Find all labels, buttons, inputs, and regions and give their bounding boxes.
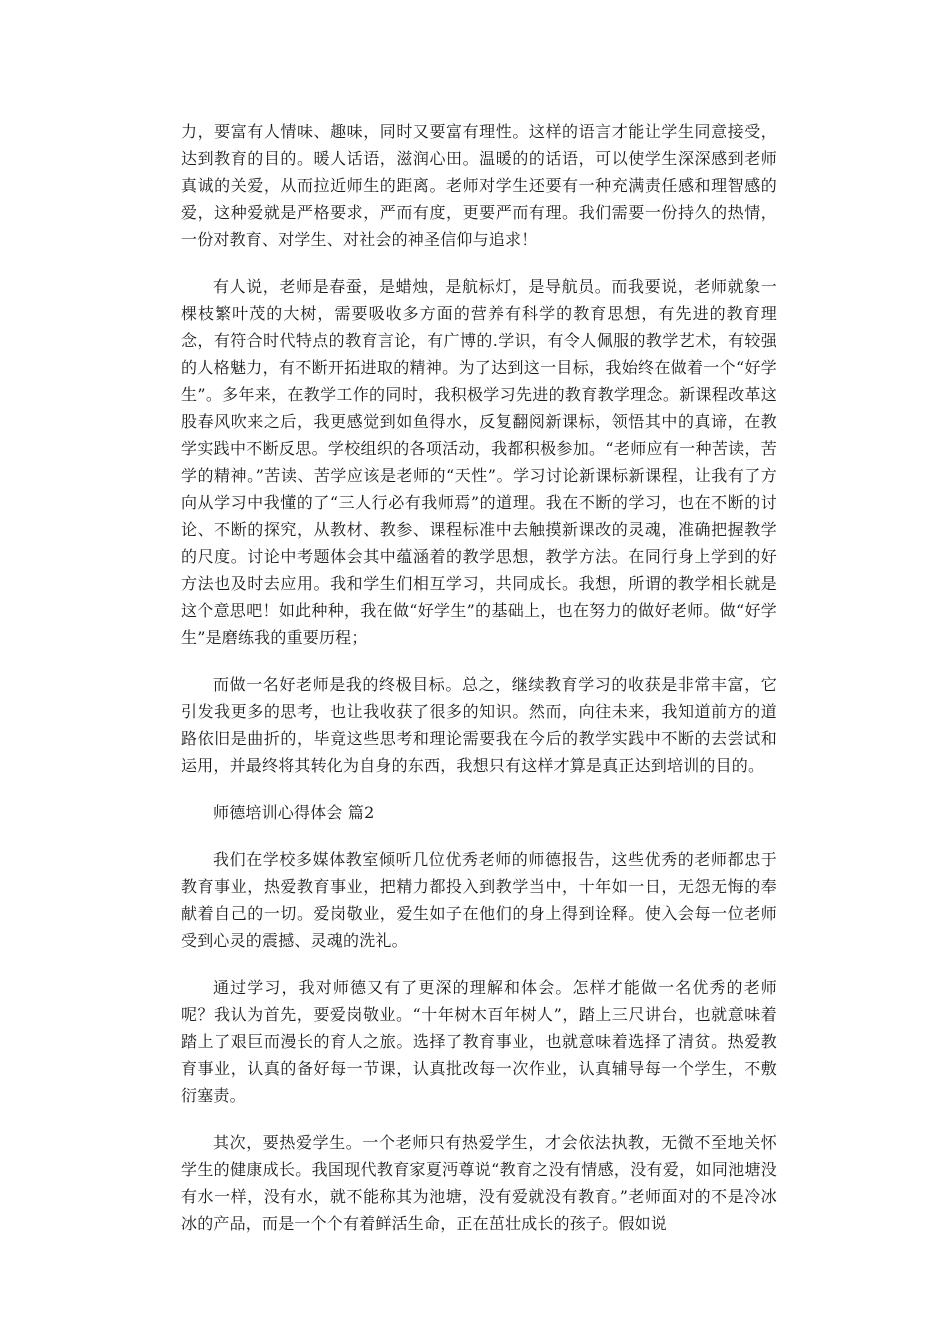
paragraph-3: 而做一名好老师是我的终极目标。总之，继续教育学习的收获是非常丰富，它引发我更多的思考，也让我收获了很多的知识。然而，向往未来，我知道前方的道路依旧是曲折的，毕竟这些思考和理论需要我在今后的教学实践中不断的去尝试和运用，并最终将其转化为自身的东西，我想只有这样才算是真正达到培训的目的。: [181, 675, 777, 775]
paragraph-4: 我们在学校多媒体教室倾听几位优秀老师的师德报告，这些优秀的老师都忠于教育事业，热爱教育事业，把精力都投入到教学当中，十年如一日，无怨无悔的奉献着自己的一切。爱岗敬业，爱生如子在他们的身上得到诠释。使入会每一位老师受到心灵的震撼、灵魂的洗礼。: [181, 850, 777, 950]
paragraph-6: 其次，要热爱学生。一个老师只有热爱学生，才会依法执教，无微不至地关怀学生的健康成长。我国现代教育家夏沔尊说“教育之没有情感，没有爱，如同池塘没有水一样，没有水，就不能称其为池塘，没有爱就没有教育。”老师面对的不是冷冰冰的产品，而是一个个有着鲜活生命，正在茁壮成长的孩子。假如说: [181, 1133, 777, 1233]
section-heading: 师德培训心得体会 篇2: [213, 803, 375, 822]
document-page: [181, 118, 777, 1257]
paragraph-1: 力，要富有人情味、趣味，同时又要富有理性。这样的语言才能让学生同意接受，达到教育的目的。暖人话语，滋润心田。温暖的的话语，可以使学生深深感到老师真诚的关爱，从而拉近师生的距离。老师对学生还要有一种充满责任感和理智感的爱，这种爱就是严格要求，严而有度，更要严而有理。我们需要一份持久的热情，一份对教育、对学生、对社会的神圣信仰与追求！: [181, 122, 777, 249]
paragraph-5: 通过学习，我对师德又有了更深的理解和体会。怎样才能做一名优秀的老师呢？我认为首先，要爱岗敬业。“十年树木百年树人”，踏上三尺讲台，也就意味着踏上了艰巨而漫长的育人之旅。选择了教育事业，也就意味着选择了清贫。热爱教育事业，认真的备好每一节课，认真批改每一次作业，认真辅导每一个学生，不敷衍塞责。: [181, 978, 777, 1105]
paragraph-2: 有人说，老师是春蚕，是蜡烛，是航标灯，是导航员。而我要说，老师就象一棵枝繁叶茂的大树，需要吸收多方面的营养有科学的教育思想，有先进的教育理念，有符合时代特点的教育言论，有广博的.学识，有令人佩服的教学艺术，有较强的人格魅力，有不断开拓进取的精神。为了达到这一目标，我始终在做着一个“好学生”。多年来，在教学工作的同时，我积极学习先进的教育教学理念。新课程改革这股春风吹来之后，我更感觉到如鱼得水，反复翻阅新课标，领悟其中的真谛，在教学实践中不断反思。学校组织的各项活动，我都积极参加。“老师应有一种苦读，苦学的精神。”苦读、苦学应该是老师的“天性”。学习讨论新课标新课程，让我有了方向从学习中我懂的了“三人行必有我师焉”的道理。我在不断的学习，也在不断的讨论、不断的探究，从教材、教参、课程标准中去触摸新课改的灵魂，准确把握教学的尺度。讨论中考题体会其中蕴涵着的教学思想，教学方法。在同行身上学到的好方法也及时去应用。我和学生们相互学习，共同成长。我想，所谓的教学相长就是这个意思吧！如此种种，我在做“好学生”的基础上，也在努力的做好老师。做“好学生”是磨练我的重要历程；: [181, 277, 777, 647]
